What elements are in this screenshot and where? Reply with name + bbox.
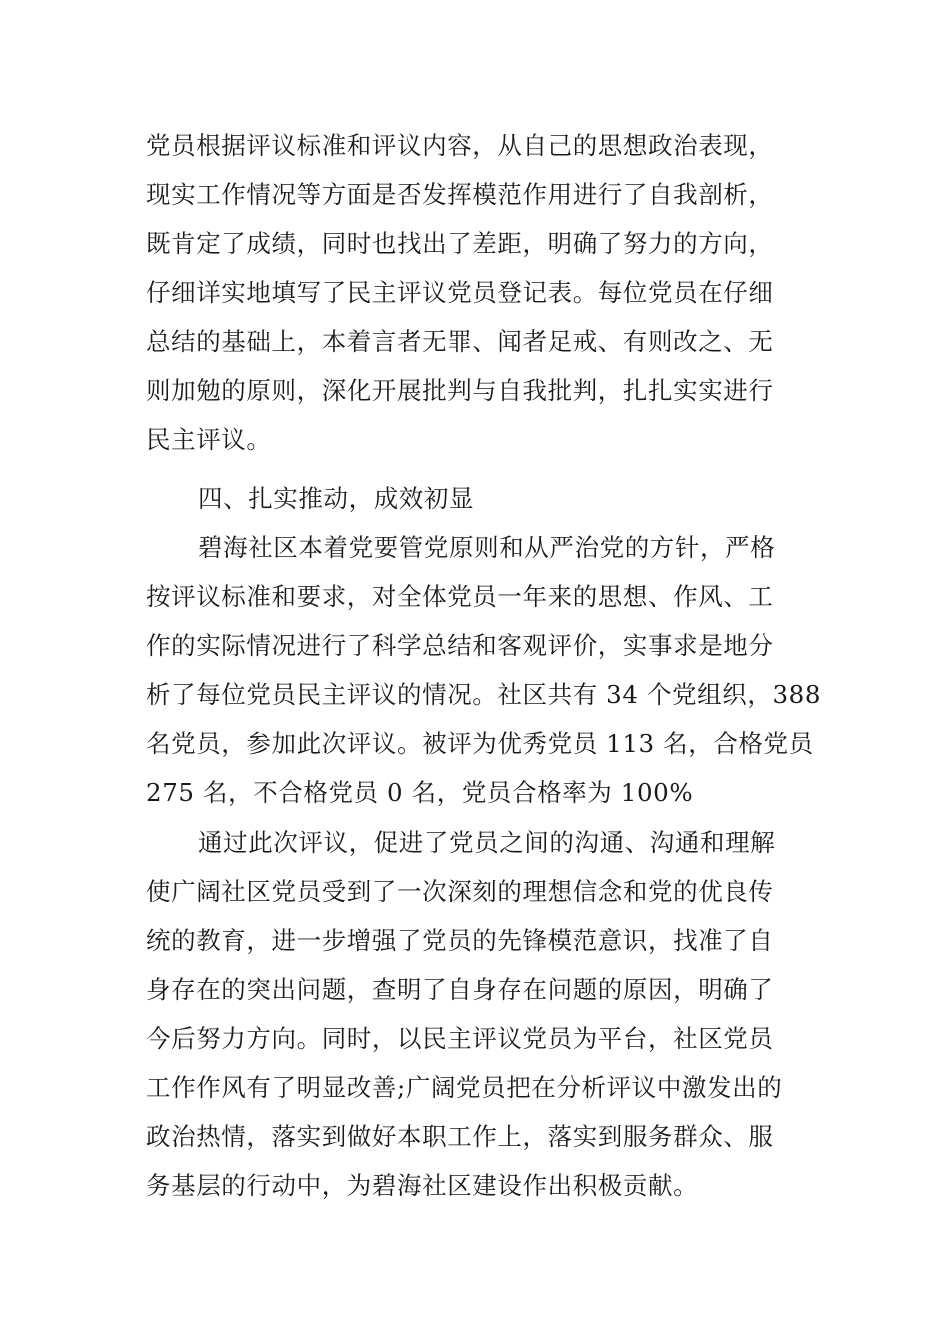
text-line: 今后努力方向。同时，以民主评议党员为平台，社区党员 <box>146 1024 774 1053</box>
text-line: 析了每位党员民主评议的情况。社区共有 34 个党组织，388 <box>146 680 822 709</box>
text-line: 则加勉的原则，深化开展批判与自我批判，扎扎实实进行 <box>146 376 774 405</box>
text-line: 现实工作情况等方面是否发挥模范作用进行了自我剖析， <box>146 180 774 209</box>
text-line: 政治热情，落实到做好本职工作上，落实到服务群众、服 <box>146 1122 774 1151</box>
text-line: 名党员，参加此次评议。被评为优秀党员 113 名，合格党员 <box>146 729 814 758</box>
text-line: 民主评议。 <box>146 425 272 454</box>
text-line: 工作作风有了明显改善;广阔党员把在分析评议中激发出的 <box>146 1073 783 1102</box>
text-line: 通过此次评议，促进了党员之间的沟通、沟通和理解 <box>198 828 776 857</box>
text-line: 使广阔社区党员受到了一次深刻的理想信念和党的优良传 <box>146 877 774 906</box>
text-line: 作的实际情况进行了科学总结和客观评价，实事求是地分 <box>146 631 774 660</box>
text-line: 仔细详实地填写了民主评议党员登记表。每位党员在仔细 <box>146 278 774 307</box>
text-line: 党员根据评议标准和评议内容，从自己的思想政治表现， <box>146 131 774 160</box>
text-line: 碧海社区本着党要管党原则和从严治党的方针，严格 <box>198 533 776 562</box>
text-line: 身存在的突出问题，查明了自身存在问题的原因，明确了 <box>146 975 774 1004</box>
text-line: 既肯定了成绩，同时也找出了差距，明确了努力的方向， <box>146 229 774 258</box>
text-line: 务基层的行动中，为碧海社区建设作出积极贡献。 <box>146 1171 699 1200</box>
text-line: 总结的基础上，本着言者无罪、闻者足戒、有则改之、无 <box>146 327 774 356</box>
section-heading: 四、扎实推动，成效初显 <box>198 484 475 513</box>
text-line: 按评议标准和要求，对全体党员一年来的思想、作风、工 <box>146 582 774 611</box>
text-line: 275 名，不合格党员 0 名，党员合格率为 100% <box>146 778 694 807</box>
text-line: 统的教育，进一步增强了党员的先锋模范意识，找准了自 <box>146 926 774 955</box>
